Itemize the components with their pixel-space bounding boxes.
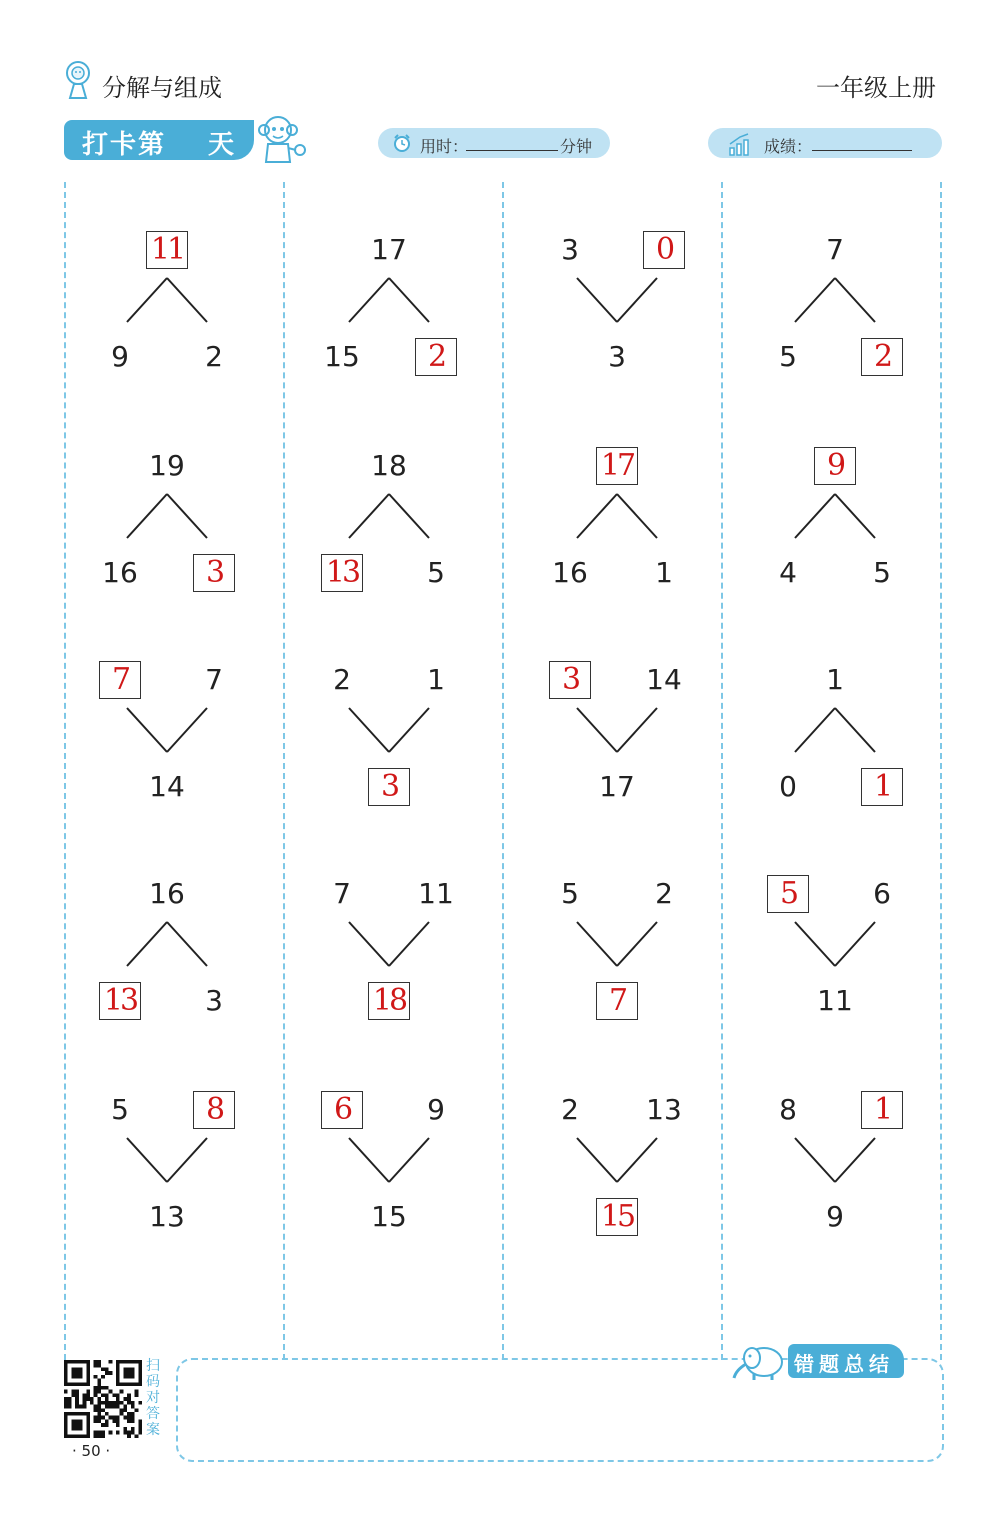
checkin-day-label: 天: [208, 130, 235, 160]
part-right-number: 6: [873, 877, 891, 910]
connector-line: [167, 494, 207, 538]
part-right-answer-box[interactable]: 2: [861, 338, 903, 376]
part-left-number: 3: [561, 233, 579, 266]
connector-line: [167, 278, 207, 322]
connector-line: [795, 278, 835, 322]
mistake-summary-label: 错题总结: [794, 1352, 894, 1376]
part-right-answer-box[interactable]: 1: [861, 1091, 903, 1129]
part-right-number: 5: [427, 556, 445, 589]
score-label: 成绩：: [764, 137, 813, 156]
qr-code-icon[interactable]: [64, 1360, 142, 1438]
connector-line: [835, 278, 875, 322]
connector-line: [795, 494, 835, 538]
connector-line: [349, 278, 389, 322]
part-right-number: 7: [205, 663, 223, 696]
part-right-number: 2: [655, 877, 673, 910]
connector-line: [795, 922, 835, 966]
connector-line: [349, 922, 389, 966]
whole-answer-box[interactable]: 3: [368, 768, 410, 806]
grade-title: 一年级上册: [816, 74, 936, 102]
whole-number: 13: [149, 1200, 185, 1233]
part-left-number: 8: [779, 1093, 797, 1126]
part-right-number: 13: [646, 1093, 682, 1126]
connector-line: [167, 1138, 207, 1182]
part-left-answer-box[interactable]: 5: [767, 875, 809, 913]
part-left-number: 2: [333, 663, 351, 696]
connector-line: [617, 278, 657, 322]
whole-number: 7: [826, 233, 844, 266]
part-left-number: 16: [552, 556, 588, 589]
connector-line: [349, 708, 389, 752]
connector-line: [127, 1138, 167, 1182]
whole-answer-box[interactable]: 11: [146, 231, 188, 269]
part-right-answer-box[interactable]: 3: [193, 554, 235, 592]
part-left-number: 5: [779, 340, 797, 373]
part-right-number: 3: [205, 984, 223, 1017]
time-label: 用时：: [420, 137, 469, 156]
connector-line: [349, 494, 389, 538]
connector-line: [127, 278, 167, 322]
checkin-label: 打卡第: [82, 130, 167, 160]
part-right-answer-box[interactable]: 2: [415, 338, 457, 376]
whole-answer-box[interactable]: 15: [596, 1198, 638, 1236]
connector-line: [617, 708, 657, 752]
connector-line: [127, 494, 167, 538]
part-left-number: 4: [779, 556, 797, 589]
connector-line: [349, 1138, 389, 1182]
connector-line: [389, 494, 429, 538]
connector-line: [617, 1138, 657, 1182]
whole-answer-box[interactable]: 18: [368, 982, 410, 1020]
whole-number: 15: [371, 1200, 407, 1233]
part-left-number: 7: [333, 877, 351, 910]
connector-line: [577, 1138, 617, 1182]
connector-line: [795, 708, 835, 752]
connector-line: [167, 708, 207, 752]
connector-line: [577, 708, 617, 752]
part-left-answer-box[interactable]: 13: [321, 554, 363, 592]
part-right-number: 11: [418, 877, 454, 910]
part-left-number: 15: [324, 340, 360, 373]
part-right-number: 1: [427, 663, 445, 696]
connector-line: [577, 494, 617, 538]
connector-line: [127, 708, 167, 752]
connector-line: [835, 708, 875, 752]
part-right-answer-box[interactable]: 0: [643, 231, 685, 269]
scan-answer-caption: 扫码对答案: [146, 1358, 160, 1438]
connector-line: [835, 922, 875, 966]
connector-line: [617, 922, 657, 966]
whole-number: 17: [371, 233, 407, 266]
whole-number: 19: [149, 449, 185, 482]
part-right-number: 2: [205, 340, 223, 373]
connector-line: [577, 278, 617, 322]
part-right-number: 1: [655, 556, 673, 589]
connector-line: [389, 708, 429, 752]
part-left-answer-box[interactable]: 3: [549, 661, 591, 699]
part-right-number: 14: [646, 663, 682, 696]
whole-number: 3: [608, 340, 626, 373]
section-title: 分解与组成: [102, 74, 222, 102]
whole-number: 1: [826, 663, 844, 696]
whole-number: 14: [149, 770, 185, 803]
part-left-answer-box[interactable]: 7: [99, 661, 141, 699]
part-left-answer-box[interactable]: 6: [321, 1091, 363, 1129]
part-right-answer-box[interactable]: 1: [861, 768, 903, 806]
connector-line: [617, 494, 657, 538]
whole-answer-box[interactable]: 17: [596, 447, 638, 485]
whole-number: 11: [817, 984, 853, 1017]
connector-line: [389, 278, 429, 322]
connector-line: [795, 1138, 835, 1182]
whole-number: 17: [599, 770, 635, 803]
connector-line: [127, 922, 167, 966]
part-left-number: 9: [111, 340, 129, 373]
whole-number: 18: [371, 449, 407, 482]
part-right-number: 5: [873, 556, 891, 589]
part-right-number: 9: [427, 1093, 445, 1126]
connector-line: [835, 494, 875, 538]
connector-line: [835, 1138, 875, 1182]
whole-number: 9: [826, 1200, 844, 1233]
connector-line: [167, 922, 207, 966]
part-left-answer-box[interactable]: 13: [99, 982, 141, 1020]
page-number: · 50 ·: [72, 1442, 111, 1460]
part-right-answer-box[interactable]: 8: [193, 1091, 235, 1129]
part-left-number: 16: [102, 556, 138, 589]
part-left-number: 0: [779, 770, 797, 803]
whole-answer-box[interactable]: 7: [596, 982, 638, 1020]
connector-line: [389, 922, 429, 966]
whole-number: 16: [149, 877, 185, 910]
connector-line: [389, 1138, 429, 1182]
time-unit: 分钟: [560, 137, 593, 156]
elephant-icon: [730, 1338, 788, 1382]
part-left-number: 5: [111, 1093, 129, 1126]
part-left-number: 2: [561, 1093, 579, 1126]
connector-line: [577, 922, 617, 966]
whole-answer-box[interactable]: 9: [814, 447, 856, 485]
part-left-number: 5: [561, 877, 579, 910]
